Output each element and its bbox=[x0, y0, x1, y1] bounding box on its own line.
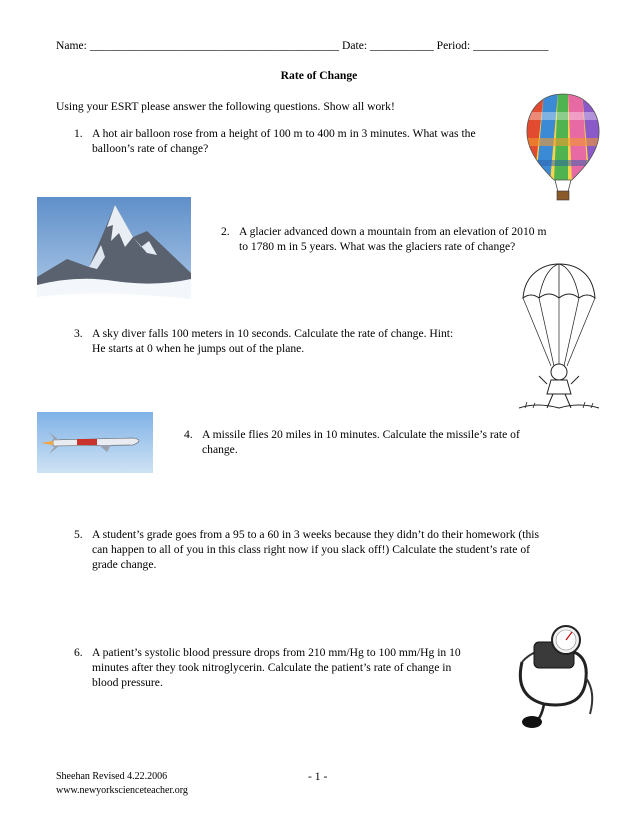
question-text: A sky diver falls 100 meters in 10 seconds. Calculate the rate of change. Hint: bbox=[92, 327, 454, 340]
hot-air-balloon-image bbox=[524, 92, 602, 202]
question-text: A student’s grade goes from a 95 to a 60 in 3 weeks because they didn’t do their homework (this bbox=[92, 528, 540, 541]
question-4 bbox=[184, 427, 564, 459]
question-text: balloon’s rate of change? bbox=[92, 142, 209, 155]
question-text: can happen to all of you in this class right now if you slack off!) Calculate the student’s rate of bbox=[92, 543, 530, 556]
date-label: Date: bbox=[341, 39, 368, 52]
question-2 bbox=[221, 224, 571, 256]
period-blank[interactable]: _____________ bbox=[473, 39, 549, 52]
question-number: 5. bbox=[74, 528, 83, 541]
header-line bbox=[56, 38, 548, 53]
question-6 bbox=[74, 645, 504, 693]
mountain-icon bbox=[37, 197, 191, 314]
name-blank[interactable]: ___________________________________________ bbox=[89, 39, 340, 52]
missile-icon bbox=[37, 412, 153, 473]
period-label: Period: bbox=[436, 39, 471, 52]
page-title: Rate of Change bbox=[280, 69, 358, 82]
question-text: change. bbox=[202, 443, 238, 456]
parachute-image bbox=[517, 262, 601, 412]
gauge-icon bbox=[504, 618, 600, 730]
missile-photo bbox=[37, 412, 153, 473]
question-number: 4. bbox=[184, 428, 193, 441]
instructions: Using your ESRT please answer the following questions. Show all work! bbox=[56, 100, 395, 113]
mountain-photo bbox=[37, 197, 191, 314]
question-text: to 1780 m in 5 years. What was the glaciers rate of change? bbox=[239, 240, 516, 253]
question-text: A hot air balloon rose from a height of 100 m to 400 m in 3 minutes. What was the bbox=[92, 127, 476, 140]
name-label: Name: bbox=[56, 39, 87, 52]
date-blank[interactable]: ___________ bbox=[370, 39, 434, 52]
question-number: 6. bbox=[74, 646, 83, 659]
question-text: A patient’s systolic blood pressure drops from 210 mm/Hg to 100 mm/Hg in 10 bbox=[92, 646, 461, 659]
question-number: 3. bbox=[74, 327, 83, 340]
question-text: He starts at 0 when he jumps out of the plane. bbox=[92, 342, 305, 355]
question-text: A glacier advanced down a mountain from an elevation of 2010 m bbox=[239, 225, 547, 238]
footer-author: Sheehan Revised 4.22.2006 bbox=[56, 771, 168, 782]
question-text: grade change. bbox=[92, 558, 157, 571]
question-text: minutes after they took nitroglycerin. Calculate the patient’s rate of change in bbox=[92, 661, 452, 674]
question-3 bbox=[74, 326, 514, 358]
question-5 bbox=[74, 527, 594, 575]
parachute-icon bbox=[517, 262, 601, 412]
question-number: 1. bbox=[74, 127, 83, 140]
question-1 bbox=[74, 126, 524, 158]
question-number: 2. bbox=[221, 225, 230, 238]
footer-website: www.newyorkscienceteacher.org bbox=[56, 785, 188, 796]
blood-pressure-gauge-photo bbox=[504, 618, 600, 730]
balloon-icon bbox=[524, 92, 602, 202]
page-number: - 1 - bbox=[308, 770, 328, 783]
question-text: A missile flies 20 miles in 10 minutes. Calculate the missile’s rate of bbox=[202, 428, 520, 441]
question-text: blood pressure. bbox=[92, 676, 163, 689]
